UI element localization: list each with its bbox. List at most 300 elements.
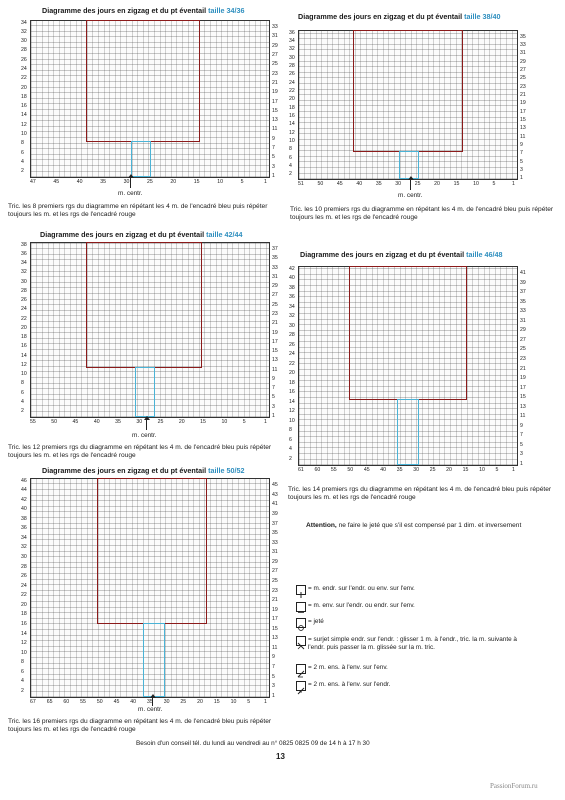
row-number: 19	[520, 375, 526, 382]
row-number: 34	[289, 303, 295, 310]
row-number: 21	[520, 92, 526, 98]
row-number: 35	[272, 255, 278, 262]
column-number: 10	[217, 178, 223, 185]
column-number: 15	[453, 180, 460, 187]
row-number: 35	[520, 298, 526, 305]
row-number: 7	[272, 664, 275, 671]
center-stitch-label: m. centr.	[118, 190, 143, 197]
column-number: 47	[30, 178, 36, 185]
chart-caption: Tric. les 16 premiers rgs du diagramme en répétant les 4 m. de l'encadré bleu puis répéter toujours les m. et les rgs de l'encadré rouge	[8, 718, 272, 734]
column-number: 15	[193, 178, 200, 185]
row-number: 12	[21, 640, 27, 647]
row-number: 26	[289, 341, 295, 348]
column-number: 35	[396, 466, 403, 473]
row-number: 30	[21, 278, 27, 285]
row-number: 5	[520, 441, 523, 448]
row-number: 17	[272, 338, 278, 345]
row-number: 10	[21, 131, 27, 138]
row-number: 15	[520, 394, 526, 401]
column-number: 35	[375, 180, 382, 187]
row-number: 15	[272, 107, 278, 114]
row-number: 10	[289, 417, 295, 424]
row-number: 21	[272, 597, 278, 604]
row-number: 11	[272, 126, 278, 133]
red-repeat-frame	[349, 266, 467, 400]
chart-grid	[298, 30, 518, 180]
row-number: 34	[21, 19, 27, 26]
row-number: 31	[520, 317, 526, 324]
row-number: 15	[272, 348, 278, 355]
row-number: 8	[21, 140, 24, 147]
column-number: 60	[63, 698, 70, 705]
row-number: 24	[289, 79, 295, 86]
row-number: 20	[289, 370, 295, 377]
row-number: 10	[21, 371, 27, 378]
column-number: 60	[314, 466, 321, 473]
column-number: 35	[115, 418, 121, 425]
row-number: 32	[289, 46, 295, 53]
column-number: 30	[163, 698, 170, 705]
chart-grid	[30, 478, 270, 698]
column-number: 20	[446, 466, 452, 473]
column-number: 50	[51, 418, 58, 425]
row-number: 16	[21, 343, 27, 350]
row-number: 12	[289, 408, 295, 415]
row-number: 28	[21, 47, 27, 54]
row-number: 22	[289, 360, 295, 367]
row-number: 7	[272, 144, 275, 151]
column-number: 55	[80, 698, 86, 705]
column-number: 25	[180, 698, 187, 705]
column-number: 30	[136, 418, 143, 425]
row-number: 3	[272, 163, 275, 170]
page-number: 13	[276, 752, 285, 761]
column-number: 55	[330, 466, 337, 473]
row-number: 6	[289, 436, 292, 443]
row-number: 10	[21, 649, 27, 656]
row-number: 13	[520, 403, 526, 410]
column-number: 30	[395, 180, 402, 187]
row-number: 1	[272, 172, 275, 179]
row-number: 46	[21, 477, 27, 484]
row-number: 40	[289, 275, 295, 282]
column-number: 1	[512, 466, 515, 473]
row-number: 2	[289, 455, 292, 462]
row-number: 40	[21, 506, 27, 513]
row-number: 26	[289, 71, 295, 78]
row-number: 17	[272, 616, 278, 623]
chart-caption: Tric. les 10 premiers rgs du diagramme en répétant les 4 m. de l'encadré bleu puis répéter toujours les m. et les rgs de l'encadré rouge	[290, 206, 554, 222]
row-number: 39	[272, 510, 278, 517]
legend-text: = 2 m. ens. à l'env. sur l'endr.	[308, 681, 391, 688]
watermark: PassionForum.ru	[490, 782, 538, 790]
column-number: 30	[123, 178, 130, 185]
column-number: 25	[157, 418, 164, 425]
row-number: 41	[272, 501, 278, 508]
row-number: 30	[21, 554, 27, 561]
row-number: 33	[272, 264, 278, 271]
row-number: 25	[272, 61, 278, 68]
blue-repeat-frame	[131, 141, 151, 177]
attention-note: Attention, ne faire le jeté que s'il est compensé par 1 dim. et inversement	[306, 522, 522, 529]
column-number: 40	[130, 698, 137, 705]
row-number: 9	[272, 375, 275, 382]
row-number: 5	[272, 673, 275, 680]
row-number: 27	[272, 292, 278, 299]
row-number: 17	[520, 384, 526, 391]
row-number: 19	[520, 100, 526, 107]
row-number: 27	[272, 568, 278, 575]
row-number: 34	[21, 534, 27, 541]
arrow-icon	[410, 180, 411, 190]
size-label: taille 42/44	[206, 230, 243, 239]
column-number: 45	[72, 418, 79, 425]
row-number: 25	[272, 301, 278, 308]
row-number: 18	[289, 379, 295, 386]
row-number: 33	[272, 539, 278, 546]
column-number: 45	[363, 466, 370, 473]
row-number: 4	[21, 398, 24, 405]
row-number: 24	[289, 351, 295, 358]
blue-repeat-frame	[143, 623, 165, 697]
column-number: 1	[264, 178, 267, 185]
column-number: 10	[473, 180, 479, 187]
row-number: 8	[289, 427, 292, 434]
row-number: 21	[272, 79, 278, 86]
row-number: 11	[520, 133, 526, 140]
row-number: 20	[289, 96, 295, 103]
column-number: 5	[495, 466, 499, 473]
row-number: 26	[21, 297, 27, 304]
row-number: 13	[520, 125, 526, 132]
row-number: 2	[21, 687, 24, 694]
row-number: 22	[21, 315, 27, 322]
row-number: 38	[289, 284, 295, 291]
chart-grid	[30, 20, 270, 178]
row-number: 20	[21, 601, 27, 608]
row-number: 12	[289, 129, 295, 136]
row-number: 41	[520, 270, 526, 277]
row-number: 32	[21, 28, 27, 35]
chart-caption: Tric. les 12 premiers rgs du diagramme en répétant les 4 m. de l'encadré bleu puis répéter toujours les m. et les rgs de l'encadré rouge	[8, 444, 272, 460]
column-number: 1	[264, 418, 267, 425]
row-number: 11	[520, 413, 526, 420]
row-number: 34	[289, 37, 295, 44]
column-number: 20	[197, 698, 203, 705]
row-number: 22	[289, 87, 295, 94]
row-number: 19	[272, 329, 278, 336]
row-number: 8	[21, 659, 24, 666]
row-number: 27	[520, 67, 526, 73]
center-stitch-label: m. centr.	[138, 706, 163, 713]
row-number: 11	[272, 644, 278, 651]
row-number: 14	[289, 398, 295, 405]
row-number: 32	[21, 544, 27, 551]
column-number: 50	[317, 180, 324, 187]
row-number: 7	[520, 150, 523, 157]
row-number: 5	[272, 154, 275, 161]
row-number: 37	[272, 520, 278, 527]
chart-grid	[30, 242, 270, 418]
row-number: 28	[21, 563, 27, 570]
row-number: 22	[21, 75, 27, 82]
column-number: 40	[93, 418, 100, 425]
row-number: 12	[21, 121, 27, 128]
row-number: 37	[272, 246, 278, 253]
row-number: 18	[21, 611, 27, 618]
row-number: 3	[520, 451, 523, 458]
size-label: taille 38/40	[464, 12, 501, 21]
center-stitch-label: m. centr.	[132, 432, 157, 439]
column-number: 50	[347, 466, 354, 473]
row-number: 32	[289, 313, 295, 320]
row-number: 19	[272, 89, 278, 96]
chart-title: Diagramme des jours en zigzag et du pt éventail taille 46/48	[300, 250, 503, 259]
row-number: 31	[520, 50, 526, 57]
row-number: 33	[520, 42, 526, 48]
chart-grid	[298, 266, 518, 466]
column-number: 61	[298, 466, 304, 473]
row-number: 21	[272, 320, 278, 327]
legend-text: = 2 m. ens. à l'env. sur l'env.	[308, 664, 388, 671]
row-number: 6	[21, 668, 24, 675]
row-number: 16	[21, 620, 27, 627]
red-repeat-frame	[97, 478, 207, 624]
row-number: 32	[21, 269, 27, 276]
row-number: 26	[21, 56, 27, 63]
row-number: 18	[289, 104, 295, 111]
column-number: 51	[298, 180, 304, 187]
arrow-icon	[146, 420, 147, 430]
row-number: 38	[21, 515, 27, 522]
row-number: 13	[272, 357, 278, 364]
column-number: 55	[30, 418, 36, 425]
row-number: 38	[21, 241, 27, 248]
row-number: 3	[272, 403, 275, 410]
row-number: 43	[272, 491, 278, 498]
red-repeat-frame	[353, 30, 463, 152]
row-number: 34	[21, 260, 27, 267]
row-number: 17	[520, 108, 526, 115]
chart-caption: Tric. les 8 premiers rgs du diagramme en répétant les 4 m. de l'encadré bleu puis répéter toujours les m. et les rgs de l'encadré rouge	[8, 203, 268, 219]
arrow-icon	[130, 178, 131, 188]
row-number: 18	[21, 334, 27, 341]
column-number: 15	[462, 466, 469, 473]
size-label: taille 50/52	[208, 466, 245, 475]
column-number: 1	[512, 180, 515, 187]
row-number: 30	[289, 322, 295, 329]
row-number: 14	[21, 630, 27, 637]
row-number: 16	[21, 103, 27, 110]
column-number: 67	[30, 698, 36, 705]
row-number: 23	[272, 587, 278, 594]
row-number: 12	[21, 361, 27, 368]
column-number: 15	[200, 418, 206, 425]
row-number: 18	[21, 93, 27, 100]
chart-title: Diagramme des jours en zigzag et du pt éventail taille 50/52	[42, 466, 245, 475]
column-number: 5	[247, 698, 251, 705]
row-number: 1	[272, 692, 275, 699]
chart-title: Diagramme des jours en zigzag et du pt éventail taille 34/36	[42, 6, 245, 15]
column-number: 30	[413, 466, 419, 473]
row-number: 3	[520, 167, 523, 173]
column-number: 40	[76, 178, 83, 185]
row-number: 31	[272, 273, 278, 280]
row-number: 36	[289, 29, 295, 36]
legend-text: = surjet simple endr. sur l'endr. : glisser 1 m. à l'endr., tric. la m. suivante à l'endr. puis passer la m. glissée sur la m. tric.	[308, 636, 517, 651]
column-number: 35	[100, 178, 106, 185]
row-number: 23	[520, 355, 526, 362]
row-number: 42	[289, 265, 295, 272]
row-number: 23	[520, 83, 526, 90]
row-number: 25	[272, 577, 278, 584]
row-number: 23	[272, 70, 278, 77]
horizontal-bar-icon	[296, 602, 306, 612]
row-number: 24	[21, 65, 27, 72]
row-number: 6	[21, 389, 24, 396]
row-number: 15	[520, 117, 526, 123]
column-number: 5	[242, 418, 246, 425]
column-number: 65	[46, 698, 53, 705]
row-number: 29	[272, 283, 278, 290]
row-number: 14	[21, 112, 27, 119]
row-number: 29	[272, 558, 278, 565]
row-number: 28	[289, 332, 295, 339]
row-number: 26	[21, 573, 27, 580]
row-number: 28	[21, 287, 27, 294]
vertical-bar-icon	[296, 585, 306, 595]
column-number: 20	[178, 418, 185, 425]
row-number: 17	[272, 98, 278, 105]
blue-repeat-frame	[397, 399, 419, 465]
column-number: 50	[96, 698, 103, 705]
red-repeat-frame	[86, 20, 200, 142]
row-number: 24	[21, 582, 27, 589]
column-number: 10	[230, 698, 237, 705]
row-number: 27	[520, 336, 526, 343]
column-number: 15	[213, 698, 220, 705]
column-number: 10	[479, 466, 485, 473]
row-number: 31	[272, 549, 278, 556]
row-number: 44	[21, 487, 27, 494]
row-number: 6	[289, 154, 292, 161]
row-number: 4	[21, 158, 24, 165]
row-number: 1	[272, 412, 275, 419]
row-number: 21	[520, 365, 526, 372]
row-number: 28	[289, 62, 295, 69]
row-number: 9	[272, 654, 275, 661]
row-number: 4	[21, 678, 24, 685]
row-number: 7	[520, 432, 523, 439]
row-number: 29	[520, 327, 526, 334]
row-number: 20	[21, 324, 27, 331]
row-number: 7	[272, 385, 275, 392]
row-number: 4	[289, 162, 292, 169]
row-number: 36	[289, 294, 295, 301]
row-number: 5	[520, 158, 523, 165]
row-number: 4	[289, 446, 292, 453]
column-number: 25	[414, 180, 421, 187]
row-number: 19	[272, 606, 278, 613]
column-number: 40	[356, 180, 363, 187]
column-number: 1	[264, 698, 267, 705]
row-number: 25	[520, 346, 526, 353]
blue-repeat-frame	[399, 151, 419, 179]
row-number: 13	[272, 117, 278, 124]
legend-text: = m. endr. sur l'endr. ou env. sur l'env.	[308, 585, 415, 592]
row-number: 2	[21, 168, 24, 175]
row-number: 31	[272, 33, 278, 40]
row-number: 24	[21, 306, 27, 313]
row-number: 45	[272, 482, 278, 489]
row-number: 13	[272, 635, 278, 642]
row-number: 16	[289, 112, 295, 119]
chart-title: Diagramme des jours en zigzag et du pt éventail taille 38/40	[298, 12, 501, 21]
column-number: 20	[434, 180, 440, 187]
column-number: 5	[492, 180, 496, 187]
column-number: 45	[53, 178, 60, 185]
row-number: 3	[272, 683, 275, 690]
row-number: 30	[21, 38, 27, 45]
row-number: 36	[21, 525, 27, 532]
center-stitch-label: m. centr.	[398, 192, 423, 199]
column-number: 45	[113, 698, 120, 705]
column-number: 5	[240, 178, 244, 185]
circle-icon	[296, 618, 306, 628]
row-number: 30	[289, 54, 295, 61]
k2tog-right-side-icon	[296, 681, 306, 691]
row-number: 35	[520, 33, 526, 40]
column-number: 45	[336, 180, 343, 187]
row-number: 9	[520, 422, 523, 429]
row-number: 29	[272, 42, 278, 49]
slip-slip-decrease-icon	[296, 636, 306, 646]
blue-repeat-frame	[135, 367, 155, 417]
row-number: 11	[272, 366, 278, 373]
column-number: 25	[147, 178, 153, 185]
row-number: 39	[520, 279, 526, 286]
row-number: 14	[289, 121, 295, 128]
column-number: 35	[147, 698, 153, 705]
row-number: 8	[289, 146, 292, 153]
row-number: 6	[21, 149, 24, 156]
k2tog-wrong-side-icon	[296, 664, 306, 674]
size-label: taille 34/36	[208, 6, 245, 15]
row-number: 1	[520, 175, 523, 182]
row-number: 35	[272, 530, 278, 537]
row-number: 36	[21, 250, 27, 257]
row-number: 9	[520, 142, 523, 148]
row-number: 15	[272, 625, 278, 632]
row-number: 5	[272, 394, 275, 401]
row-number: 8	[21, 380, 24, 387]
row-number: 33	[520, 308, 526, 315]
column-number: 40	[380, 466, 387, 473]
column-number: 25	[429, 466, 436, 473]
row-number: 25	[520, 75, 526, 82]
row-number: 16	[289, 389, 295, 396]
chart-title: Diagramme des jours en zigzag et du pt éventail taille 42/44	[40, 230, 243, 239]
size-label: taille 46/48	[466, 250, 503, 259]
row-number: 42	[21, 496, 27, 503]
column-number: 20	[170, 178, 177, 185]
row-number: 22	[21, 592, 27, 599]
row-number: 23	[272, 310, 278, 317]
row-number: 29	[520, 58, 526, 65]
legend-text: = jeté	[308, 618, 324, 625]
row-number: 37	[520, 289, 526, 296]
column-number: 10	[221, 418, 228, 425]
